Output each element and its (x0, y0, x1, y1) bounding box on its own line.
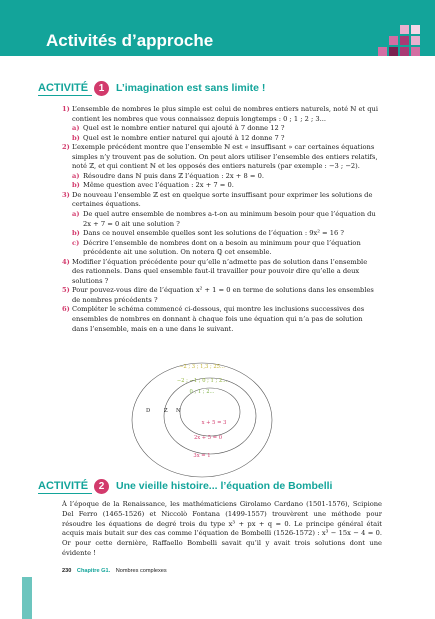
sub-question-text: Même question avec l’équation : 2x + 7 = 0. (83, 181, 234, 190)
equation-n: x + 5 = 3 (201, 420, 227, 426)
deco-square (400, 47, 409, 56)
sub-question-text: Quel est le nombre entier naturel qui ajouté à 7 donne 12 ? (83, 124, 285, 133)
question-text: De nouveau l’ensemble ℤ est en quelque sorte insuffisant pour exprimer les solutions de certaines équations. (72, 190, 373, 209)
sub-question-text: Résoudre dans ℕ puis dans ℤ l’équation : 2x + 8 = 0. (83, 171, 264, 180)
question-item (62, 191, 380, 210)
chapter-header (0, 0, 435, 56)
question-item (62, 286, 380, 305)
question-text: Pour pouvez-vous dire de l’équation x² + 1 = 0 en terme de solutions dans les ensembles de nombres précédents ? (72, 286, 374, 304)
question-item (62, 105, 380, 124)
deco-square (411, 25, 420, 34)
question-number: 5) (62, 286, 70, 295)
sub-question-letter: b) (72, 133, 80, 142)
sub-question-text: Décrire l’ensemble de nombres dont on a besoin au minimum pour que l’équation précédente ait une solution. On notera ℚ cet ensemble. (83, 238, 361, 257)
activity-underline (38, 95, 92, 96)
question-number: 2) (62, 143, 70, 152)
sub-question-item (62, 181, 380, 191)
sub-question-item (62, 134, 380, 144)
activity-title: L’imagination est sans limite ! (116, 82, 266, 94)
question-text: Modifier l’équation précédente pour qu’elle n’admette pas de solution dans l’ensemble des rationnels. Dans quel ensemble faut-il travailler pour pouvoir dire qu’elle a deux solutions ? (72, 257, 368, 285)
set-n-label: N (176, 408, 181, 414)
question-text: Compléter le schéma commencé ci-dessous, qui montre les inclusions successives des ensembles de nombres en donnant à chaque fois une équation qui n’a pas de solution dans l’ensemble, mais en a une dans le suivant. (72, 305, 365, 333)
deco-square (400, 36, 409, 45)
activity-number-badge: 2 (94, 479, 109, 494)
deco-square (389, 47, 398, 56)
sub-question-item (62, 229, 380, 239)
equation-z: 2x + 5 = 0 (193, 435, 223, 441)
deco-square (400, 25, 409, 34)
activity-number-badge: 1 (94, 81, 109, 96)
question-item (62, 143, 380, 172)
inner-examples: 0 ; 1 ; 2... (189, 389, 215, 395)
deco-square (389, 36, 398, 45)
set-n-ellipse (180, 388, 240, 436)
question-item (62, 305, 380, 334)
sub-question-text: Dans ce nouvel ensemble quelles sont les solutions de l’équation : 9x² = 16 ? (83, 229, 344, 238)
sub-question-item (62, 124, 380, 134)
sub-question-letter: a) (72, 124, 80, 133)
deco-square (378, 47, 387, 56)
question-number: 3) (62, 190, 70, 199)
sub-question-letter: b) (72, 181, 80, 190)
question-number: 1) (62, 105, 70, 113)
sub-question-letter: a) (72, 210, 80, 219)
sub-question-item (62, 210, 380, 229)
activity-label: ACTIVITÉ (38, 480, 89, 492)
activity-underline (38, 493, 92, 494)
question-text: L’ensemble de nombres le plus simple est celui de nombres entiers naturels, noté ℕ et qui contient les nombres que vous connaissez depuis longtemps : 0 ; 1 ; 2 ; 3... (72, 105, 378, 123)
sub-question-letter: b) (72, 229, 80, 238)
activity-label: ACTIVITÉ (38, 82, 89, 94)
mid-examples: −2 ; −1 ; 0 ; 1 ; 2... (176, 378, 228, 384)
sub-question-item (62, 172, 380, 182)
sub-question-letter: a) (72, 171, 80, 180)
diagram-svg (130, 360, 300, 480)
activity-1-questions (62, 105, 380, 334)
set-d-label: D (146, 408, 151, 414)
set-inclusion-diagram (130, 360, 300, 484)
chapter-topic: Nombres complexes (115, 568, 167, 574)
side-color-bar (22, 577, 32, 619)
deco-square (411, 36, 420, 45)
question-number: 4) (62, 257, 70, 266)
activity-title: Une vieille histoire... l’équation de Bombelli (116, 480, 333, 492)
sub-question-text: Quel est le nombre entier naturel qui ajouté à 12 donne 7 ? (83, 133, 285, 142)
header-title: Activités d’approche (46, 31, 214, 50)
outer-examples: −2 ; 3 ; 1,3 ; 25... (179, 364, 225, 370)
page-number: 230 (62, 568, 72, 574)
question-number: 6) (62, 305, 70, 314)
activity-2-paragraph: À l’époque de la Renaissance, les mathématiciens Girolamo Cardano (1501-1576), Scipione Del Ferro (1465-1526) et Niccolò Fontana (1499-1557) trouvèrent une méthode pour résoudre les équations de degré trois du type x³ + px + q = 0. Le principe général était acquis mais butait sur des cas comme l’équation de Bombelli (1526-1572) : x³ − 15x − 4 = 0. Or pour cette dernière, Raffaello Bombelli savait qu’il y avait trois solutions dont une évidente ! (62, 500, 382, 557)
equation-d: 3x = 1 (193, 453, 211, 459)
sub-question-text: De quel autre ensemble de nombres a-t-on au minimum besoin pour que l’équation du 2x + 7 = 0 ait une solution ? (83, 210, 376, 228)
deco-square (411, 47, 420, 56)
question-item (62, 258, 380, 287)
sub-question-item (62, 239, 380, 258)
page-footer (62, 568, 167, 574)
set-z-label: Z (164, 408, 168, 414)
sub-question-letter: c) (72, 238, 80, 247)
chapter-label: Chapitre G1. (76, 568, 111, 574)
question-text: L’exemple précédent montre que l’ensemble ℕ est « insuffisant » car certaines équations simples n’y trouvent pas de solution. On peut alors utiliser l’ensemble des entiers relatifs, noté ℤ, et qui contient ℕ et les opposés des entiers naturels (par exemple : −3 ; −2). (72, 143, 378, 171)
